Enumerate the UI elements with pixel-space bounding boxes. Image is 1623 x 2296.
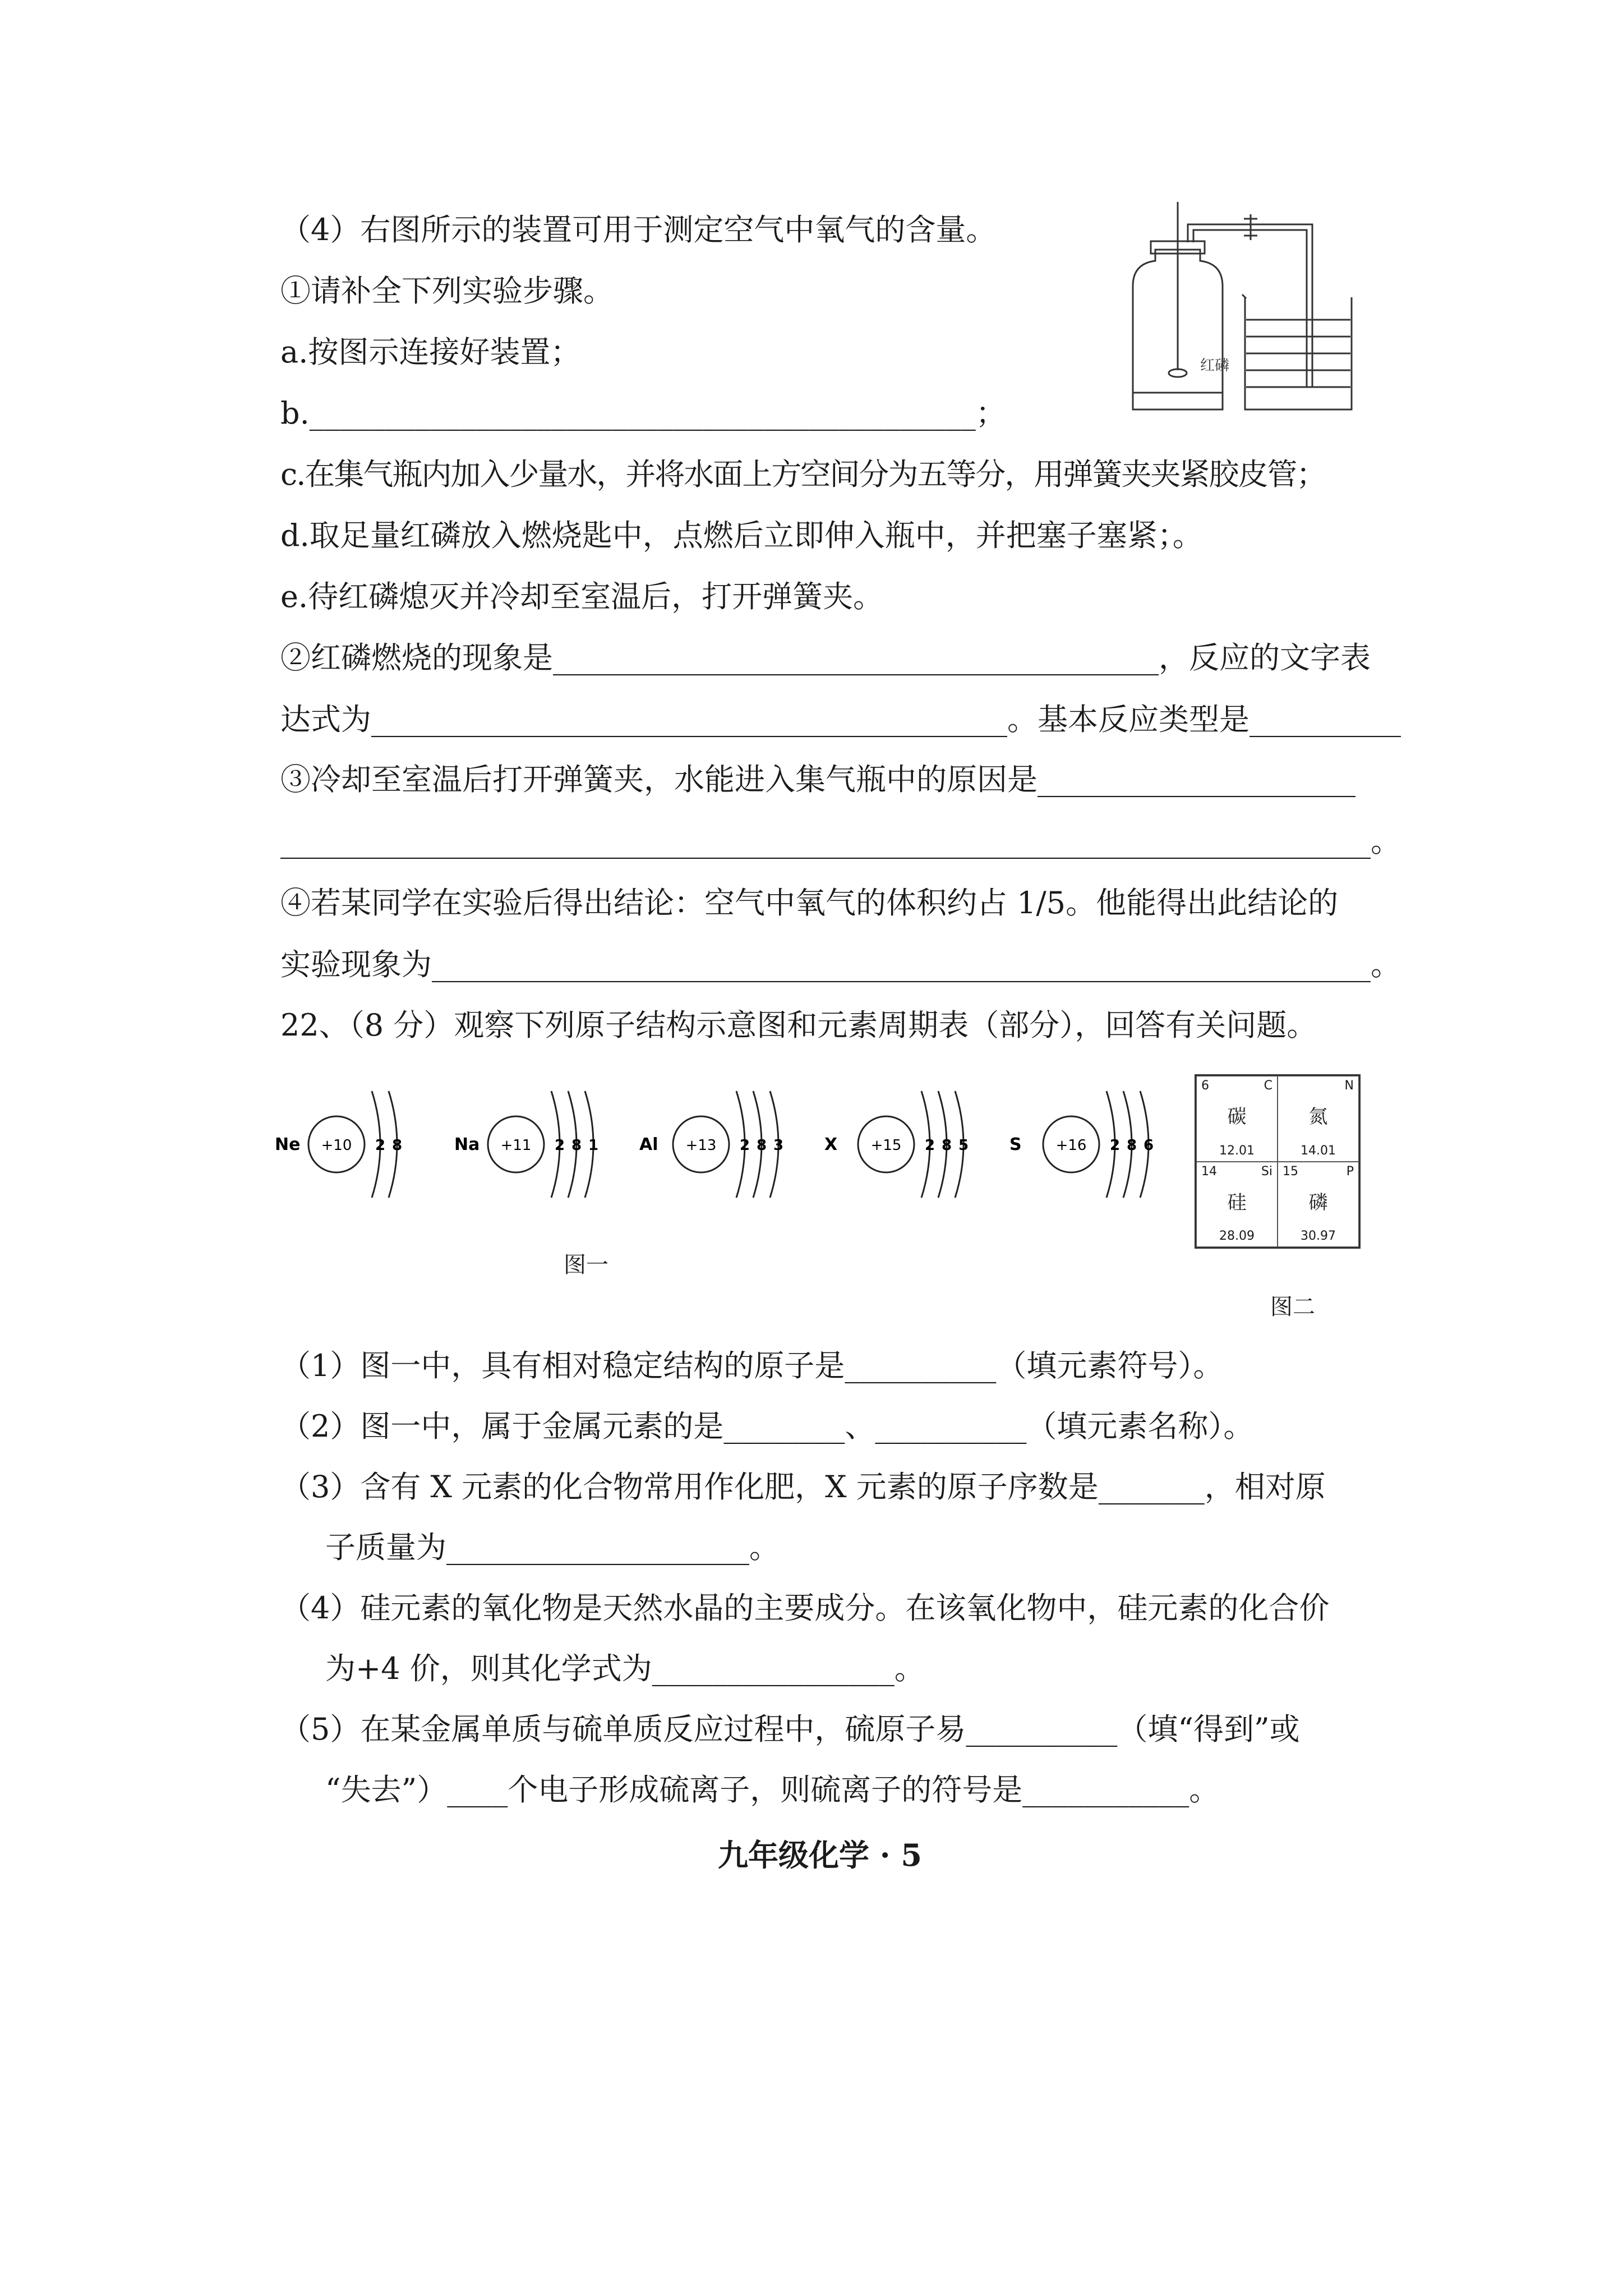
q22-part2[interactable]: （2）图一中，属于金属元素的是________、__________（填元素名称）。 — [280, 1409, 1254, 1444]
shell-electron-count: 2 — [555, 1137, 565, 1154]
atom-diagram-s — [1009, 1091, 1154, 1198]
atom-symbol: Al — [639, 1135, 658, 1154]
q21-4-conclusion-line1: ④若某同学在实验后得出结论：空气中氧气的体积约占 1/5。他能得出此结论的 — [280, 885, 1339, 921]
q22-part5-line2[interactable]: “失去”）____个电子形成硫离子，则硫离子的符号是___________。 — [325, 1772, 1220, 1807]
shell-electron-count: 8 — [942, 1137, 952, 1154]
q21-4-step-c: c.在集气瓶内加入少量水，并将水面上方空间分为五等分，用弹簧夹夹紧胶皮管； — [280, 457, 1326, 492]
atom-symbol: X — [824, 1135, 838, 1154]
nucleus-charge: +16 — [1055, 1137, 1087, 1154]
element-symbol: C — [1264, 1079, 1272, 1093]
element-cell-p — [1278, 1162, 1359, 1248]
figure-2-caption: 图二 — [1270, 1294, 1315, 1320]
shell-electron-count: 3 — [773, 1137, 784, 1154]
q21-4-intro: （4）右图所示的装置可用于测定空气中氧气的含量。 — [280, 212, 997, 247]
q21-4-step-a: a.按图示连接好装置； — [280, 334, 581, 370]
element-cell-n — [1278, 1076, 1359, 1162]
atom-diagram-x — [824, 1091, 969, 1198]
q22-part5-line1[interactable]: （5）在某金属单质与硫单质反应过程中，硫原子易__________（填“得到”或 — [280, 1711, 1300, 1747]
atom-diagram-al — [639, 1091, 783, 1198]
periodic-table-partial — [1195, 1074, 1361, 1249]
q22-part4-line2[interactable]: 为+4 价，则其化学式为________________。 — [325, 1651, 925, 1686]
q22-part3-line1[interactable]: （3）含有 X 元素的化合物常用作化肥，X 元素的原子序数是_______，相对原 — [280, 1469, 1326, 1504]
element-name: 碳 — [1227, 1106, 1247, 1128]
element-name: 氮 — [1308, 1106, 1328, 1128]
shell-electron-count: 8 — [571, 1137, 582, 1154]
q21-4-reason-line1[interactable]: ③冷却至室温后打开弹簧夹，水能进入集气瓶中的原因是_____________________ — [280, 762, 1355, 797]
atomic-number: 15 — [1283, 1164, 1298, 1179]
atomic-number: 14 — [1201, 1164, 1217, 1179]
element-name: 磷 — [1308, 1191, 1328, 1214]
shell-electron-count: 2 — [1110, 1137, 1121, 1154]
element-cell-c — [1196, 1076, 1278, 1162]
atom-symbol: Na — [454, 1135, 480, 1154]
shell-electron-count: 5 — [958, 1137, 969, 1154]
shell-electron-count: 1 — [588, 1137, 599, 1154]
shell-electron-count: 8 — [1127, 1137, 1137, 1154]
q21-4-reason-line2[interactable]: ________________________________________________________________________。 — [280, 823, 1401, 859]
nucleus-charge: +11 — [500, 1137, 532, 1154]
atom-diagram-ne — [275, 1091, 402, 1198]
red-phosphorus-label: 红磷 — [1200, 357, 1230, 374]
q22-part4-line1: （4）硅元素的氧化物是天然水晶的主要成分。在该氧化物中，硅元素的化合价 — [280, 1590, 1330, 1626]
shell-electron-count: 8 — [757, 1137, 767, 1154]
shell-electron-count: 6 — [1144, 1137, 1154, 1154]
nucleus-charge: +10 — [321, 1137, 352, 1154]
nucleus-charge: +15 — [870, 1137, 902, 1154]
element-cell-si — [1196, 1162, 1278, 1248]
q22-part3-line2[interactable]: 子质量为____________________。 — [325, 1530, 780, 1565]
shell-electron-count: 2 — [740, 1137, 750, 1154]
figure-1-caption: 图一 — [564, 1252, 608, 1278]
q22-part1[interactable]: （1）图一中，具有相对稳定结构的原子是__________（填元素符号）。 — [280, 1348, 1224, 1383]
atomic-mass: 28.09 — [1219, 1229, 1255, 1243]
atom-symbol: S — [1009, 1135, 1022, 1154]
atom-diagram-na — [454, 1091, 598, 1198]
atomic-mass: 14.01 — [1301, 1143, 1336, 1158]
element-symbol: Si — [1261, 1164, 1272, 1179]
q21-4-step-d: d.取足量红磷放入燃烧匙中，点燃后立即伸入瓶中，并把塞子塞紧；。 — [280, 518, 1203, 553]
q21-4-step-b[interactable]: b.____________________________________________； — [280, 395, 1006, 431]
atomic-mass: 12.01 — [1219, 1143, 1255, 1158]
shell-electron-count: 2 — [925, 1137, 935, 1154]
shell-electron-count: 8 — [392, 1137, 403, 1154]
q21-4-phenomenon-line2[interactable]: 达式为__________________________________________。基本反应类型是__________ — [280, 702, 1401, 737]
shell-electron-count: 2 — [375, 1137, 386, 1154]
atomic-mass: 30.97 — [1301, 1229, 1336, 1243]
oxygen-apparatus-figure — [1116, 202, 1357, 421]
q22-title: 22、（8 分）观察下列原子结构示意图和元素周期表（部分），回答有关问题。 — [280, 1007, 1317, 1043]
page-footer: 九年级化学 · 5 — [718, 1837, 922, 1873]
atom-symbol: Ne — [275, 1135, 301, 1154]
element-name: 硅 — [1227, 1191, 1247, 1214]
nucleus-charge: +13 — [685, 1137, 717, 1154]
q21-4-conclusion-line2[interactable]: 实验现象为______________________________________________________________。 — [280, 947, 1401, 982]
element-symbol: N — [1344, 1079, 1354, 1093]
atom-structure-diagrams — [269, 1066, 1195, 1234]
element-symbol: P — [1346, 1164, 1354, 1179]
q21-4-step-e: e.待红磷熄灭并冷却至室温后，打开弹簧夹。 — [280, 579, 884, 614]
q21-4-phenomenon-line1[interactable]: ②红磷燃烧的现象是________________________________________，反应的文字表 — [280, 640, 1371, 675]
q21-4-step-heading: ①请补全下列实验步骤。 — [280, 273, 614, 309]
atomic-number: 6 — [1201, 1079, 1209, 1093]
